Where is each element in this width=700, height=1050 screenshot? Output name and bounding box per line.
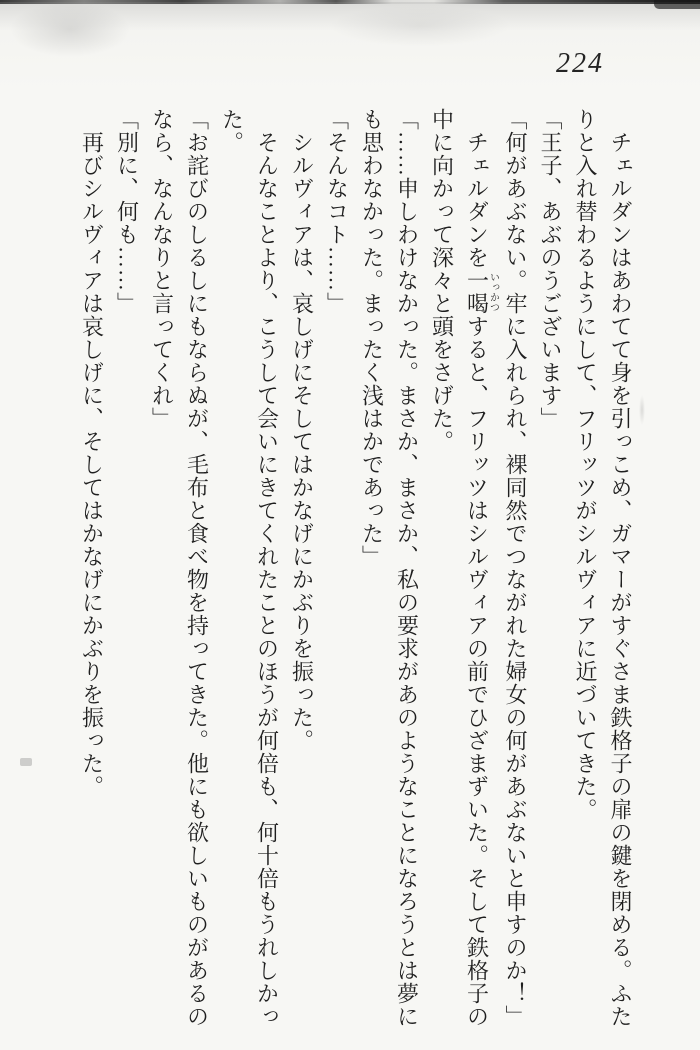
furigana-text: いっかつ: [487, 269, 499, 315]
text-line: りと入れ替わるようにして、フリッツがシルヴィアに近づいてきた。: [573, 108, 598, 821]
ruby-base-text: 一喝: [464, 269, 490, 315]
text-line: 再びシルヴィアは哀しげに、そしてはかなげにかぶりを振った。: [79, 131, 105, 798]
text-line: チェルダンはあわてて身を引っこめ、ガマーがすぐさま鉄格子の扉の鍵を閉める。ふた: [608, 131, 633, 1028]
text-line: 「何があぶない。牢に入れられ、裸同然でつながれた婦女の何があぶないと申すのか！」: [503, 108, 528, 1028]
text-line: そんなことより、こうして会いにきてくれたことのほうが何倍も、何十倍もうれしかっ: [254, 131, 280, 1028]
text-block: [75, 108, 639, 1032]
text-line-with-ruby: [460, 108, 499, 1032]
text-line: なら、なんなりと言ってくれ」: [149, 108, 175, 430]
text-line: も思わなかった。まったく浅はかであった」: [359, 108, 385, 568]
text-line: 「王子、あぶのうございます」: [538, 108, 563, 430]
scan-smudge: [20, 758, 32, 766]
text-line: 「お詫びのしるしにもならぬが、毛布と食べ物を持ってきた。他にも欲しいものがあるの: [184, 108, 210, 1028]
text-line: 「別に、何も……」: [114, 108, 140, 315]
text-line: た。: [219, 108, 245, 154]
text-line: シルヴィアは、哀しげにそしてはかなげにかぶりを振った。: [289, 131, 315, 752]
scan-smudge: [639, 395, 645, 425]
text-line: 「……申しわけなかった。まさか、まさか、私の要求があのようなことになろうとは夢に: [394, 108, 420, 1028]
text-line: 「そんなコト……」: [324, 108, 350, 315]
page-number: 224: [556, 48, 604, 79]
scan-shading: [0, 2, 700, 36]
furigana-ruby: [464, 269, 499, 315]
text-line: 中に向かって深々と頭をさげた。: [429, 108, 455, 453]
ruby-post-text: すると、フリッツはシルヴィアの前でひざまずいた。そして鉄格子の: [464, 315, 490, 1028]
ruby-pre-text: チェルダンを: [464, 131, 490, 269]
